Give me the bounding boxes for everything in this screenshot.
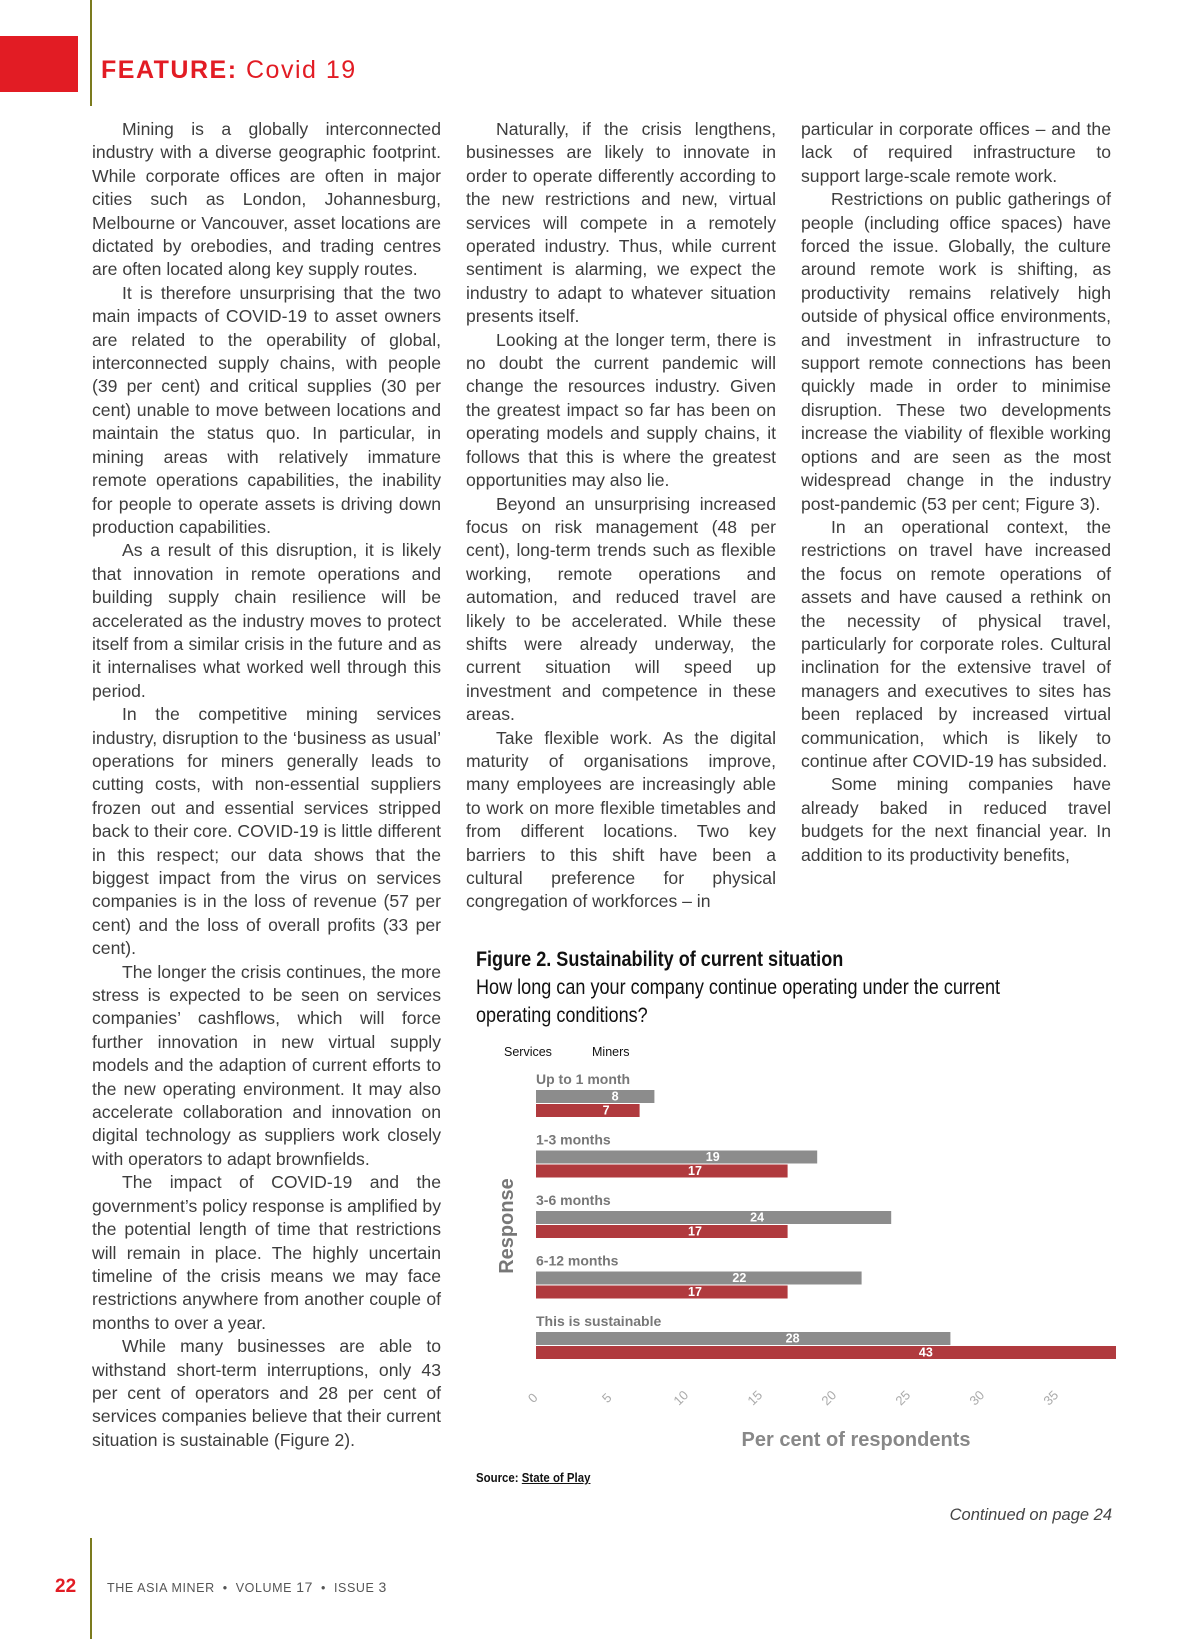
data-label: 17 — [688, 1285, 702, 1299]
figure-subtitle-line-2: operating conditions? — [476, 1004, 648, 1027]
paragraph: Restrictions on public gatherings of people (including office spaces) have forced the issue. Globally, the culture around remote work is shifting, as productivity remains relatively high outside of physical office environments, and investment in infrastructure to support remote connections has been quickly made in order to minimise disruption. These two developments increase the viability of flexible working options and are seen as the most widespread change in the industry post-pandemic (53 per cent; Figure 3). — [801, 189, 1111, 514]
issue-number: 3 — [378, 1579, 387, 1595]
figure-subtitle-line-1: How long can your company continue operating under the current — [476, 976, 1001, 999]
data-label: 43 — [918, 1345, 933, 1360]
page-footer — [55, 1576, 387, 1598]
x-axis-label: Per cent of respondents — [741, 1429, 971, 1451]
section-header — [101, 56, 357, 85]
bar-chart — [476, 1036, 1116, 1456]
source-label: Source: — [476, 1470, 519, 1485]
source-link[interactable]: State of Play — [521, 1470, 591, 1485]
paragraph: In an operational context, the restrictions on travel have increased the focus on remote operations of assets and have caused a rethink on the necessity of physical travel, particularly for corporate roles. Cultural inclination for the extensive travel of managers and executives to sites has been replaced by increased virtual communication, which is likely to continue after COVID-19 has subsided. — [801, 516, 1111, 771]
figure-heading — [476, 946, 1116, 1030]
bar-miners — [536, 1346, 1116, 1359]
x-tick-label: 25 — [892, 1387, 914, 1409]
data-label: 19 — [705, 1150, 720, 1164]
x-tick-label: 35 — [1040, 1387, 1062, 1409]
x-tick-label: 15 — [744, 1387, 766, 1409]
paragraph: Take flexible work. As the digital maturity of organisations improve, many employees are increasingly able to work on more flexible timetables and from different locations. Two key barriers to this shift have been a cultural preference for physical congregation of workforces – in — [466, 727, 776, 912]
volume-number: 17 — [296, 1579, 313, 1595]
section-tab — [0, 36, 78, 92]
data-label: 24 — [750, 1210, 765, 1225]
data-label: 22 — [732, 1271, 747, 1285]
x-tick-label: 20 — [818, 1387, 840, 1409]
bar-miners — [536, 1104, 640, 1117]
bar-services — [536, 1151, 817, 1164]
header-topic: Covid 19 — [245, 56, 357, 84]
category-label: Up to 1 month — [536, 1071, 631, 1087]
paragraph: While many businesses are able to withstand short-term interruptions, only 43 per cent of operators and 28 per cent of services companies believe that their current situation is sustainable (Figure 2). — [92, 1336, 441, 1450]
paragraph: Naturally, if the crisis lengthens, businesses are likely to innovate in order to operate differently according to the new restrictions and new, virtual services will compete in a remotely operated industry. Thus, while current sentiment is alarming, we expect the industry to adapt to whatever situation presents itself. — [466, 119, 776, 327]
figure-source — [476, 1470, 590, 1485]
footer-publication-info — [107, 1579, 387, 1595]
data-label: 28 — [785, 1331, 800, 1346]
footer-bullet: • — [320, 1581, 326, 1595]
paragraph: The impact of COVID-19 and the government’s policy response is amplified by the potential length of time that restrictions will remain in place. The highly uncertain timeline of the crisis means we may face restrictions anywhere from another couple of months to over a year. — [92, 1172, 441, 1333]
figure-title: Figure 2. Sustainability of current situation — [476, 948, 844, 971]
paragraph: Looking at the longer term, there is no doubt the current pandemic will change the resources industry. Given the greatest impact so far has been on operating models and supply chains, it follows that this is where the greatest opportunities may also lie. — [466, 329, 776, 491]
bar-miners — [536, 1165, 788, 1178]
publication-name: THE ASIA MINER — [107, 1581, 215, 1595]
page-number: 22 — [55, 1576, 77, 1597]
bar-services — [536, 1090, 654, 1103]
x-tick-label: 5 — [598, 1389, 615, 1406]
bar-services — [536, 1272, 862, 1285]
data-label: 17 — [688, 1224, 702, 1239]
paragraph: As a result of this disruption, it is likely that innovation in remote operations and building supply chain resilience will be accelerated as the industry moves to protect itself from a similar crisis in the future and as it internalises what worked well through this period. — [92, 540, 441, 701]
volume-label: VOLUME — [235, 1581, 293, 1595]
continued-note: Continued on page 24 — [949, 1506, 1112, 1524]
category-label: This is sustainable — [536, 1313, 662, 1329]
paragraph: It is therefore unsurprising that the two main impacts of COVID-19 to asset owners are related to the operability of global, interconnected supply chains, with people (39 per cent) and critical supplies (30 per cent) unable to move between locations and maintain the status quo. In particular, in mining areas with relatively immature remote operations capabilities, the inability for people to operate assets is driving down production capabilities. — [92, 282, 441, 537]
article-column-2 — [466, 118, 776, 914]
paragraph: particular in corporate offices – and the lack of required infrastructure to support large-scale remote work. — [801, 119, 1111, 186]
margin-rule-top — [90, 0, 92, 106]
footer-bullet: • — [222, 1581, 228, 1595]
paragraph: In the competitive mining services industry, disruption to the ‘business as usual’ operations for miners generally leads to cutting costs, with non-essential suppliers frozen out and essential services stripped back to their core. COVID-19 is little different in this respect; our data shows that the biggest impact from the virus on services companies is in the loss of revenue (57 per cent) and the loss of overall profits (33 per cent). — [92, 704, 441, 959]
paragraph: Some mining companies have already baked in reduced travel budgets for the next financial year. In addition to its productivity benefits, — [801, 774, 1111, 865]
category-label: 3-6 months — [536, 1192, 611, 1208]
paragraph: Mining is a globally interconnected industry with a diverse geographic footprint. While corporate offices are often in major cities such as London, Johannesburg, Melbourne or Vancouver, asset locations are dictated by orebodies, and trading centres are often located along key supply routes. — [92, 119, 441, 280]
data-label: 8 — [611, 1089, 619, 1104]
category-label: 6-12 months — [536, 1252, 619, 1269]
bar-miners — [536, 1225, 788, 1238]
category-label: 1-3 months — [536, 1131, 611, 1148]
x-tick-label: 10 — [670, 1387, 692, 1409]
bar-services — [536, 1211, 891, 1224]
y-axis-label: Response — [496, 1178, 518, 1274]
data-label: 17 — [688, 1164, 702, 1178]
article-column-3 — [801, 118, 1111, 867]
paragraph: Beyond an unsurprising increased focus on risk management (48 per cent), long-term trends such as flexible working, remote operations and automation, and reduced travel are likely to be accelerated. While these shifts were already underway, the current situation will speed up investment and competence in these areas. — [466, 493, 776, 725]
data-label: 7 — [602, 1103, 610, 1118]
legend-label: Services — [504, 1045, 552, 1059]
legend-label: Miners — [592, 1045, 630, 1059]
bar-miners — [536, 1286, 788, 1299]
bar-services — [536, 1332, 950, 1345]
issue-label: ISSUE — [333, 1581, 375, 1595]
x-tick-label: 30 — [966, 1387, 988, 1409]
x-tick-label: 0 — [524, 1389, 541, 1406]
header-kicker: FEATURE: — [101, 56, 238, 84]
paragraph: The longer the crisis continues, the more stress is expected to be seen on services companies’ cashflows, which will force further innovation in new virtual supply models and the adaption of current efforts to the new operating environment. It may also accelerate collaboration and innovation on digital technology as suppliers work closely with operators to adapt brownfields. — [92, 961, 441, 1169]
article-column-1 — [92, 118, 441, 1452]
